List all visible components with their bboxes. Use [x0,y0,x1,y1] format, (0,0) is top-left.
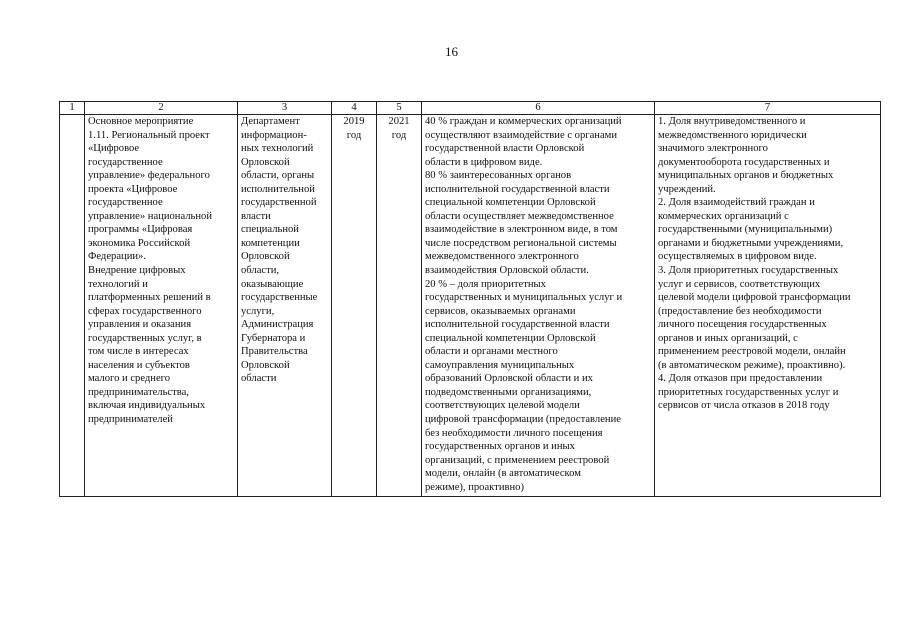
text-line: Основное мероприятие [88,116,194,127]
text-line: органами и бюджетными учреждениями, [658,237,844,249]
text-line: сервисов, оказываемых органами [425,305,576,317]
text-line: информацион- [241,129,307,141]
text-line: год [346,129,362,141]
text-line: власти [241,210,271,222]
text-line: исполнительной [241,183,315,195]
text-line: взаимодействие в электронном виде, в том [425,224,618,236]
text-line: коммерческих организаций с [658,210,789,222]
text-line: Администрация [241,319,314,331]
text-line: соответствующих целевой модели [425,400,580,412]
page-number: 16 [445,44,458,59]
text-line: 20 % – доля приоритетных [425,278,546,290]
header-col-5: 5 [377,102,422,115]
text-line: государственной власти Орловской [425,143,585,155]
text-line: 4. Доля отказов при предоставлении [658,373,823,385]
header-col-6: 6 [422,102,655,115]
text-line: государственное [88,156,163,168]
text-line: исполнительной государственной власти [425,183,610,195]
text-line: области и органами местного [425,346,558,358]
text-line: управление» национальной [88,210,213,222]
header-col-3: 3 [238,102,332,115]
text-line: без необходимости личного посещения [425,427,603,439]
text-line: документооборота государственных и [658,156,830,168]
text-line: Орловской [241,359,290,371]
text-line: значимого электронного [658,143,768,155]
cell-end-year [377,115,422,497]
measures-table [59,101,881,497]
text-line: государственных услуг, в [88,332,202,344]
text-line: приоритетных государственных услуг и [658,386,839,398]
text-line: «Цифровое [88,143,140,155]
text-line: режиме), проактивно) [425,481,524,493]
text-line: предпринимателей [88,414,173,426]
text-line: услуг и сервисов, соответствующих [658,278,821,290]
text-line: исполнительной государственной власти [425,319,610,331]
text-line: управления и оказания [88,319,192,331]
text-line: малого и среднего [88,373,171,385]
cell-measure-name [85,115,238,497]
text-line: 3. Доля приоритетных государственных [658,265,839,277]
text-line: том числе в интересах [88,346,189,358]
text-line: организаций, с применением реестровой [425,454,610,466]
text-line: области, органы [241,170,315,182]
text-line: осуществляют взаимодействие с органами [425,129,618,141]
header-col-2: 2 [85,102,238,115]
text-line: компетенции [241,237,300,249]
text-line: год [391,129,407,141]
cell-number [60,115,85,497]
text-line: 80 % заинтересованных органов [425,170,572,182]
text-line: применением реестровой модели, онлайн [658,346,846,358]
text-line: целевой модели цифровой трансформации [658,292,851,304]
text-line: области, [241,265,280,277]
text-line: технологий и [88,278,148,290]
text-line: ных технологий [241,143,314,155]
text-line: 40 % граждан и коммерческих организаций [425,116,622,127]
text-line: Департамент [241,116,300,127]
text-line: специальной компетенции Орловской [425,197,596,209]
header-col-7: 7 [655,102,881,115]
text-line: органов и иных организаций, с [658,332,798,344]
header-col-1: 1 [60,102,85,115]
text-line: Орловской [241,156,290,168]
text-line: услуги, [241,305,275,317]
text-line: (предоставление без необходимости [658,305,822,317]
text-line: населения и субъектов [88,359,190,371]
text-line: учреждений. [658,183,716,195]
text-line: межведомственного юридически [658,129,807,141]
text-line: личного посещения государственных [658,319,827,331]
text-line: экономика Российской [88,237,191,249]
text-line: образований Орловской области и их [425,373,593,385]
text-line: сервисов от числа отказов в 2018 году [658,400,830,412]
text-line: государственное [88,197,163,209]
text-line: взаимодействия Орловской области. [425,265,589,277]
text-line: Внедрение цифровых [88,265,186,277]
header-row [60,102,881,115]
text-line: межведомственного электронного [425,251,579,263]
text-line: самоуправления муниципальных [425,359,575,371]
text-line: государственных органов и иных [425,441,575,453]
cell-expected-result [422,115,655,497]
text-line: 1.11. Региональный проект [88,129,210,141]
text-line: проекта «Цифровое [88,183,178,195]
text-line: 2. Доля взаимодействий граждан и [658,197,815,209]
text-line: муниципальных органов и бюджетных [658,170,834,182]
text-line: программы «Цифровая [88,224,193,236]
text-line: оказывающие [241,278,304,290]
text-line: 1. Доля внутриведомственного и [658,116,806,127]
text-line: 2021 [388,116,410,127]
text-line: числе посредством региональной системы [425,237,617,249]
text-line: включая индивидуальных [88,400,206,412]
text-line: предпринимательства, [88,386,189,398]
text-line: подведомственными организациями, [425,386,592,398]
text-line: 2019 [343,116,365,127]
text-line: государственные [241,292,318,304]
text-line: государственных и муниципальных услуг и [425,292,623,304]
text-line: сферах государственного [88,305,202,317]
cell-responsible [238,115,332,497]
text-line: специальной компетенции Орловской [425,332,596,344]
header-col-4: 4 [332,102,377,115]
text-line: области осуществляет межведомственное [425,210,614,222]
text-line: Федерации». [88,251,146,263]
text-line: области в цифровом виде. [425,156,543,168]
text-line: Орловской [241,251,290,263]
table-row [60,115,881,497]
cell-indicators [655,115,881,497]
text-line: цифровой трансформации (предоставление [425,414,621,426]
text-line: (в автоматическом режиме), проактивно). [658,359,846,371]
text-line: государственной [241,197,317,209]
text-line: области [241,373,277,385]
text-line: государственными (муниципальными) [658,224,833,236]
text-line: модели, онлайн (в автоматическом [425,468,581,480]
text-line: управление» федерального [88,170,210,182]
text-line: Губернатора и [241,332,306,344]
text-line: платформенных решений в [88,292,211,304]
cell-start-year [332,115,377,497]
text-line: Правительства [241,346,308,358]
text-line: специальной [241,224,299,236]
text-line: осуществляемых в цифровом виде. [658,251,817,263]
